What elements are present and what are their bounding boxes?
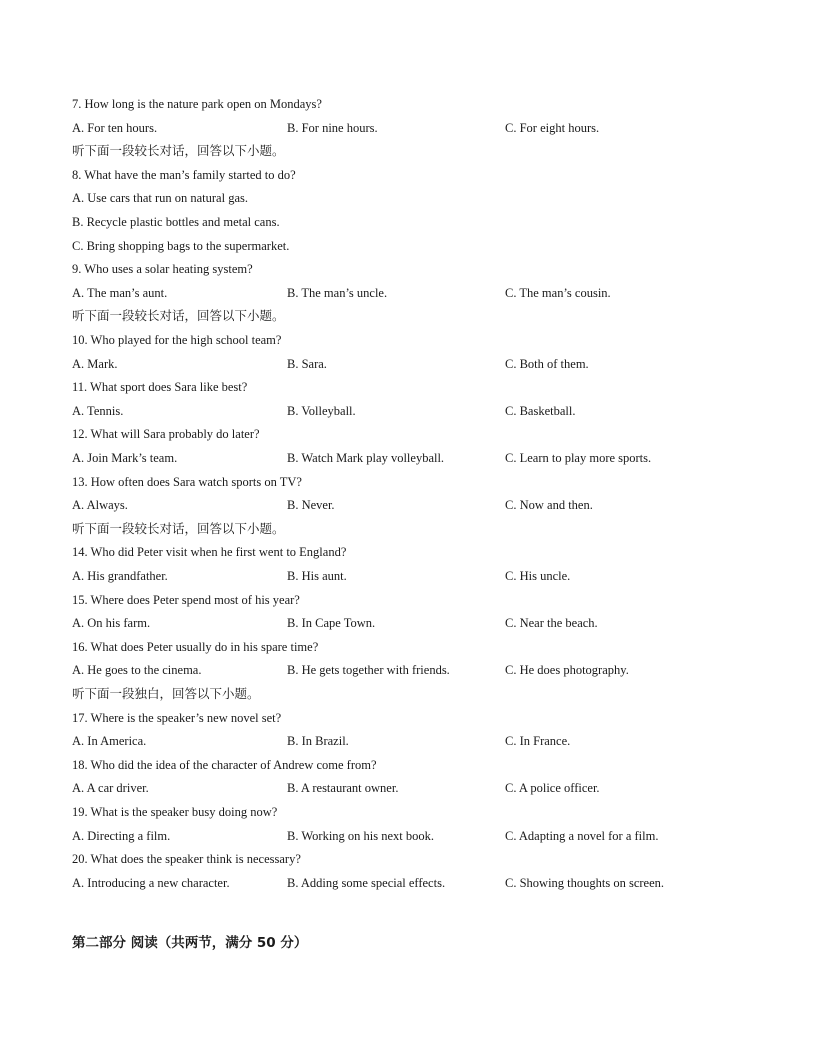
question-text: 17. Where is the speaker’s new novel set?: [72, 711, 282, 725]
option-a: A. Join Mark’s team.: [72, 451, 178, 465]
answer-options: [72, 733, 772, 749]
section-title: 第二部分 阅读（共两节，满分 50 分）: [72, 935, 308, 951]
option-a: A. In America.: [72, 734, 147, 748]
option-c: C. Both of them.: [505, 357, 589, 371]
option-b: B. Sara.: [287, 357, 327, 371]
question-text: 16. What does Peter usually do in his spare time?: [72, 640, 319, 654]
answer-options: [72, 120, 772, 136]
answer-options: [72, 875, 772, 891]
section-instruction: 听下面一段较长对话，回答以下小题。: [72, 143, 285, 158]
option-c: C. Learn to play more sports.: [505, 451, 652, 465]
option-c: C. Basketball.: [505, 404, 576, 418]
question-text: C. Bring shopping bags to the supermarket.: [72, 239, 290, 253]
question-text: B. Recycle plastic bottles and metal cans.: [72, 215, 280, 229]
answer-options: [72, 828, 772, 844]
question-text: A. Use cars that run on natural gas.: [72, 191, 248, 205]
option-a: A. His grandfather.: [72, 569, 168, 583]
question-text: 18. Who did the idea of the character of Andrew come from?: [72, 758, 377, 772]
answer-options: [72, 497, 772, 513]
question-text: 15. Where does Peter spend most of his year?: [72, 593, 300, 607]
question-text: 8. What have the man’s family started to do?: [72, 168, 296, 182]
option-a: A. Always.: [72, 498, 128, 512]
question-text: 7. How long is the nature park open on Mondays?: [72, 97, 322, 111]
question-text: 19. What is the speaker busy doing now?: [72, 805, 278, 819]
question-text: 12. What will Sara probably do later?: [72, 427, 260, 441]
section-instruction: 听下面一段较长对话，回答以下小题。: [72, 521, 285, 536]
option-c: C. Showing thoughts on screen.: [505, 876, 665, 890]
option-a: A. A car driver.: [72, 781, 149, 795]
option-b: B. A restaurant owner.: [287, 781, 399, 795]
option-a: A. Directing a film.: [72, 829, 171, 843]
answer-options: [72, 662, 772, 678]
option-c: C. A police officer.: [505, 781, 600, 795]
option-a: A. Introducing a new character.: [72, 876, 230, 890]
answer-options: [72, 356, 772, 372]
option-b: B. Working on his next book.: [287, 829, 435, 843]
option-c: C. In France.: [505, 734, 571, 748]
option-c: C. Near the beach.: [505, 616, 598, 630]
answer-options: [72, 568, 772, 584]
option-c: C. The man’s cousin.: [505, 286, 611, 300]
option-c: C. He does photography.: [505, 663, 629, 677]
option-a: A. The man’s aunt.: [72, 286, 168, 300]
option-b: B. Volleyball.: [287, 404, 356, 418]
option-a: A. Tennis.: [72, 404, 124, 418]
option-b: B. Adding some special effects.: [287, 876, 446, 890]
option-a: A. On his farm.: [72, 616, 151, 630]
answer-options: [72, 780, 772, 796]
option-b: B. The man’s uncle.: [287, 286, 388, 300]
option-b: B. Never.: [287, 498, 335, 512]
question-text: 11. What sport does Sara like best?: [72, 380, 248, 394]
option-a: A. For ten hours.: [72, 121, 158, 135]
option-b: B. His aunt.: [287, 569, 347, 583]
answer-options: [72, 403, 772, 419]
answer-options: [72, 450, 772, 466]
option-c: C. For eight hours.: [505, 121, 600, 135]
section-instruction: 听下面一段独白，回答以下小题。: [72, 686, 260, 701]
option-b: B. In Brazil.: [287, 734, 349, 748]
question-text: 10. Who played for the high school team?: [72, 333, 282, 347]
option-b: B. He gets together with friends.: [287, 663, 450, 677]
option-b: B. For nine hours.: [287, 121, 378, 135]
answer-options: [72, 285, 772, 301]
answer-options: [72, 615, 772, 631]
option-a: A. Mark.: [72, 357, 118, 371]
question-text: 13. How often does Sara watch sports on TV?: [72, 475, 302, 489]
option-c: C. Now and then.: [505, 498, 593, 512]
option-b: B. Watch Mark play volleyball.: [287, 451, 445, 465]
question-text: 9. Who uses a solar heating system?: [72, 262, 253, 276]
option-c: C. Adapting a novel for a film.: [505, 829, 659, 843]
question-text: 20. What does the speaker think is necessary?: [72, 852, 301, 866]
option-b: B. In Cape Town.: [287, 616, 376, 630]
option-a: A. He goes to the cinema.: [72, 663, 202, 677]
option-c: C. His uncle.: [505, 569, 571, 583]
question-text: 14. Who did Peter visit when he first went to England?: [72, 545, 347, 559]
section-instruction: 听下面一段较长对话，回答以下小题。: [72, 308, 285, 323]
